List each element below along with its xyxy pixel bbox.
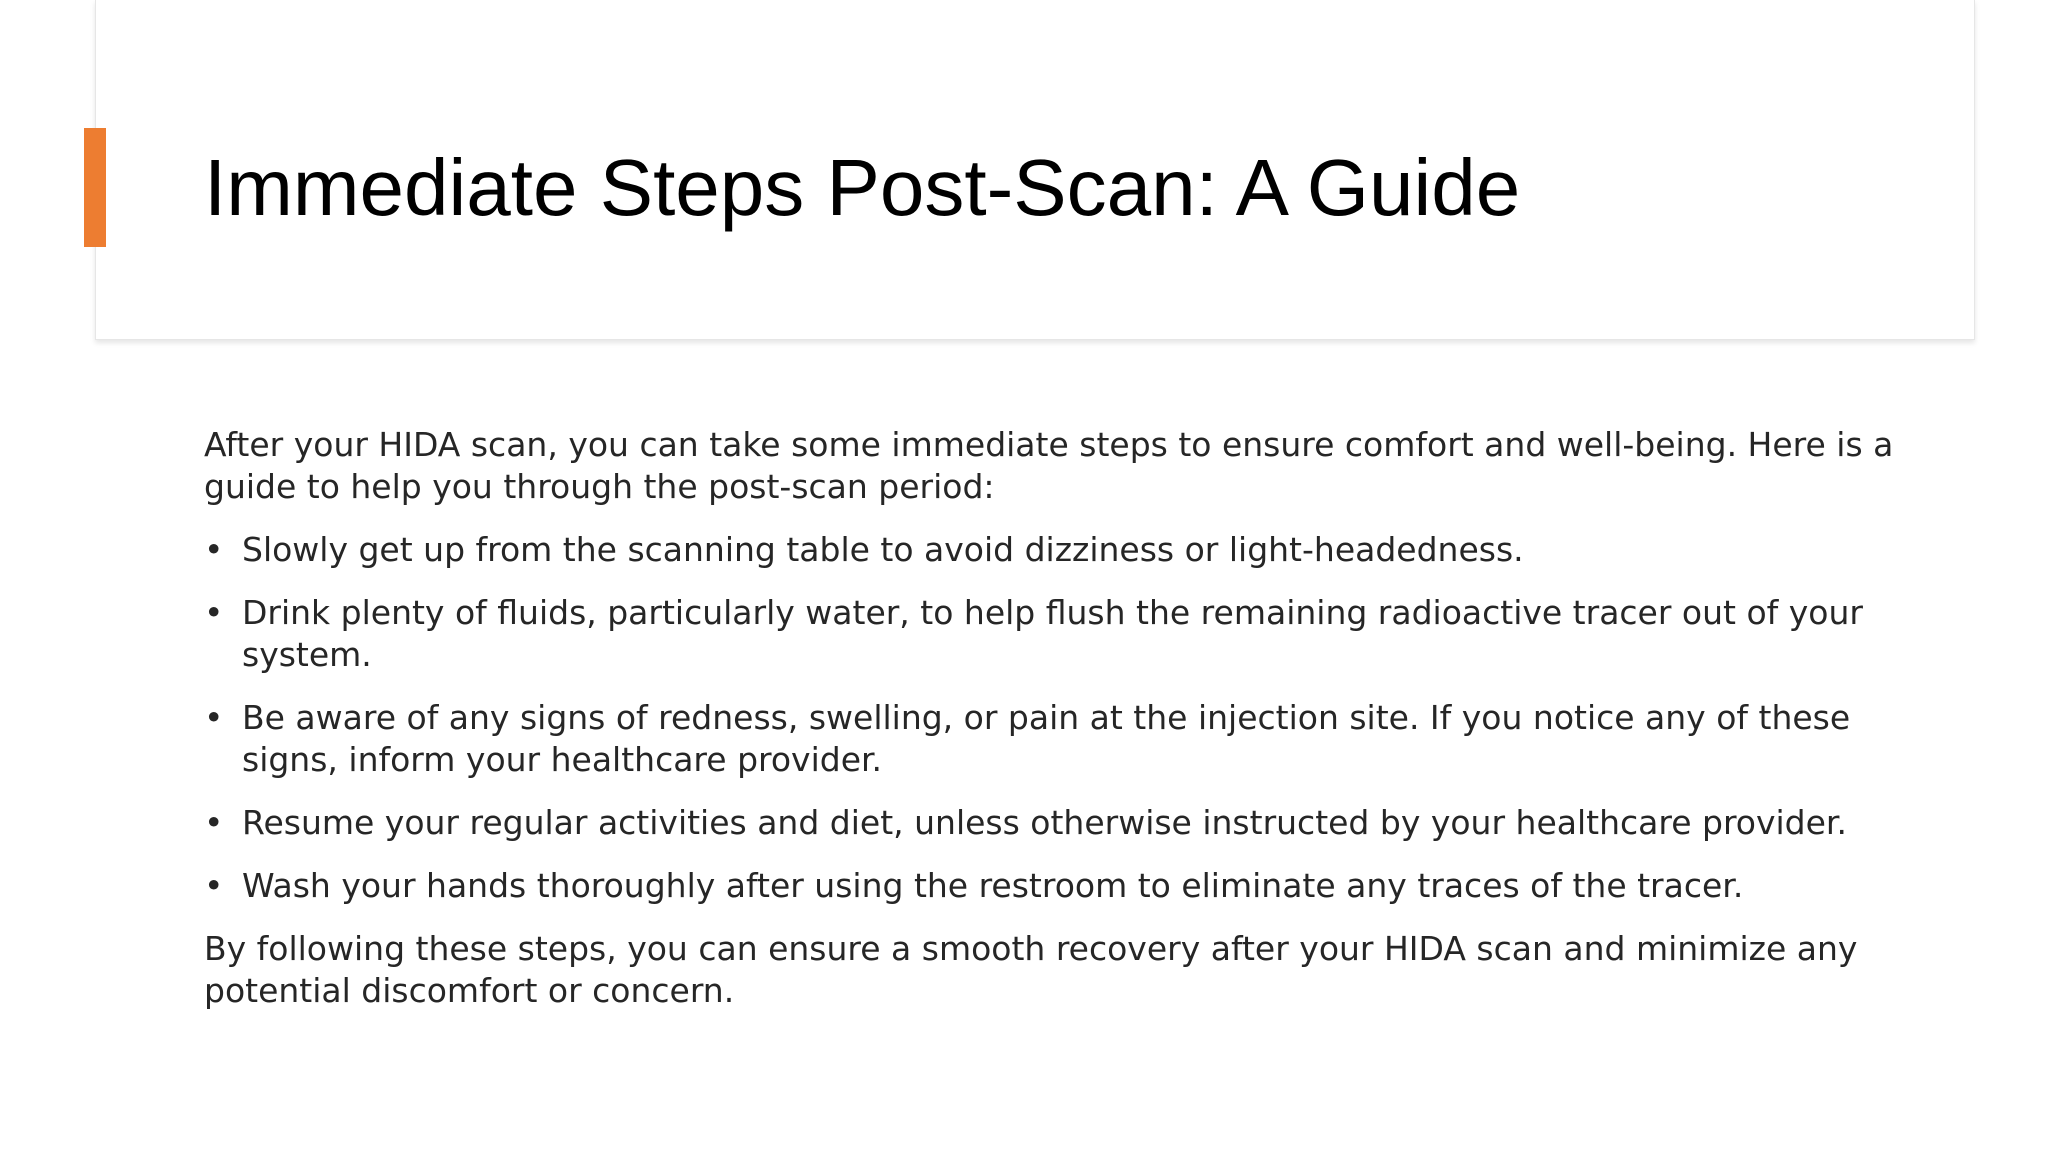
list-item (204, 802, 1904, 844)
steps-list (204, 529, 1904, 907)
intro-paragraph: After your HIDA scan, you can take some immediate steps to ensure comfort and well-being. Here is a guide to help you through the post-scan period: (204, 425, 1894, 506)
accent-bar (84, 128, 106, 247)
list-item-text: Slowly get up from the scanning table to avoid dizziness or light-headedness. (242, 530, 1524, 569)
slide-body (204, 424, 1904, 1033)
list-item (204, 529, 1904, 571)
list-item (204, 865, 1904, 907)
slide-title: Immediate Steps Post-Scan: A Guide (204, 143, 1521, 232)
list-item-text: Be aware of any signs of redness, swelling, or pain at the injection site. If you notice any of these signs, inform your healthcare provider. (242, 698, 1851, 779)
list-item-text: Wash your hands thoroughly after using the restroom to eliminate any traces of the tracer. (242, 866, 1744, 905)
list-item-text: Resume your regular activities and diet, unless otherwise instructed by your healthcare provider. (242, 803, 1847, 842)
bullet-icon: • (204, 530, 224, 569)
list-item (204, 697, 1904, 781)
list-item-text: Drink plenty of fluids, particularly water, to help flush the remaining radioactive tracer out of your system. (242, 593, 1863, 674)
bullet-icon: • (204, 866, 224, 905)
bullet-icon: • (204, 593, 224, 632)
bullet-icon: • (204, 698, 224, 737)
conclusion-paragraph: By following these steps, you can ensure a smooth recovery after your HIDA scan and minimize any potential discomfort or concern. (204, 929, 1858, 1010)
bullet-icon: • (204, 803, 224, 842)
list-item (204, 592, 1904, 676)
